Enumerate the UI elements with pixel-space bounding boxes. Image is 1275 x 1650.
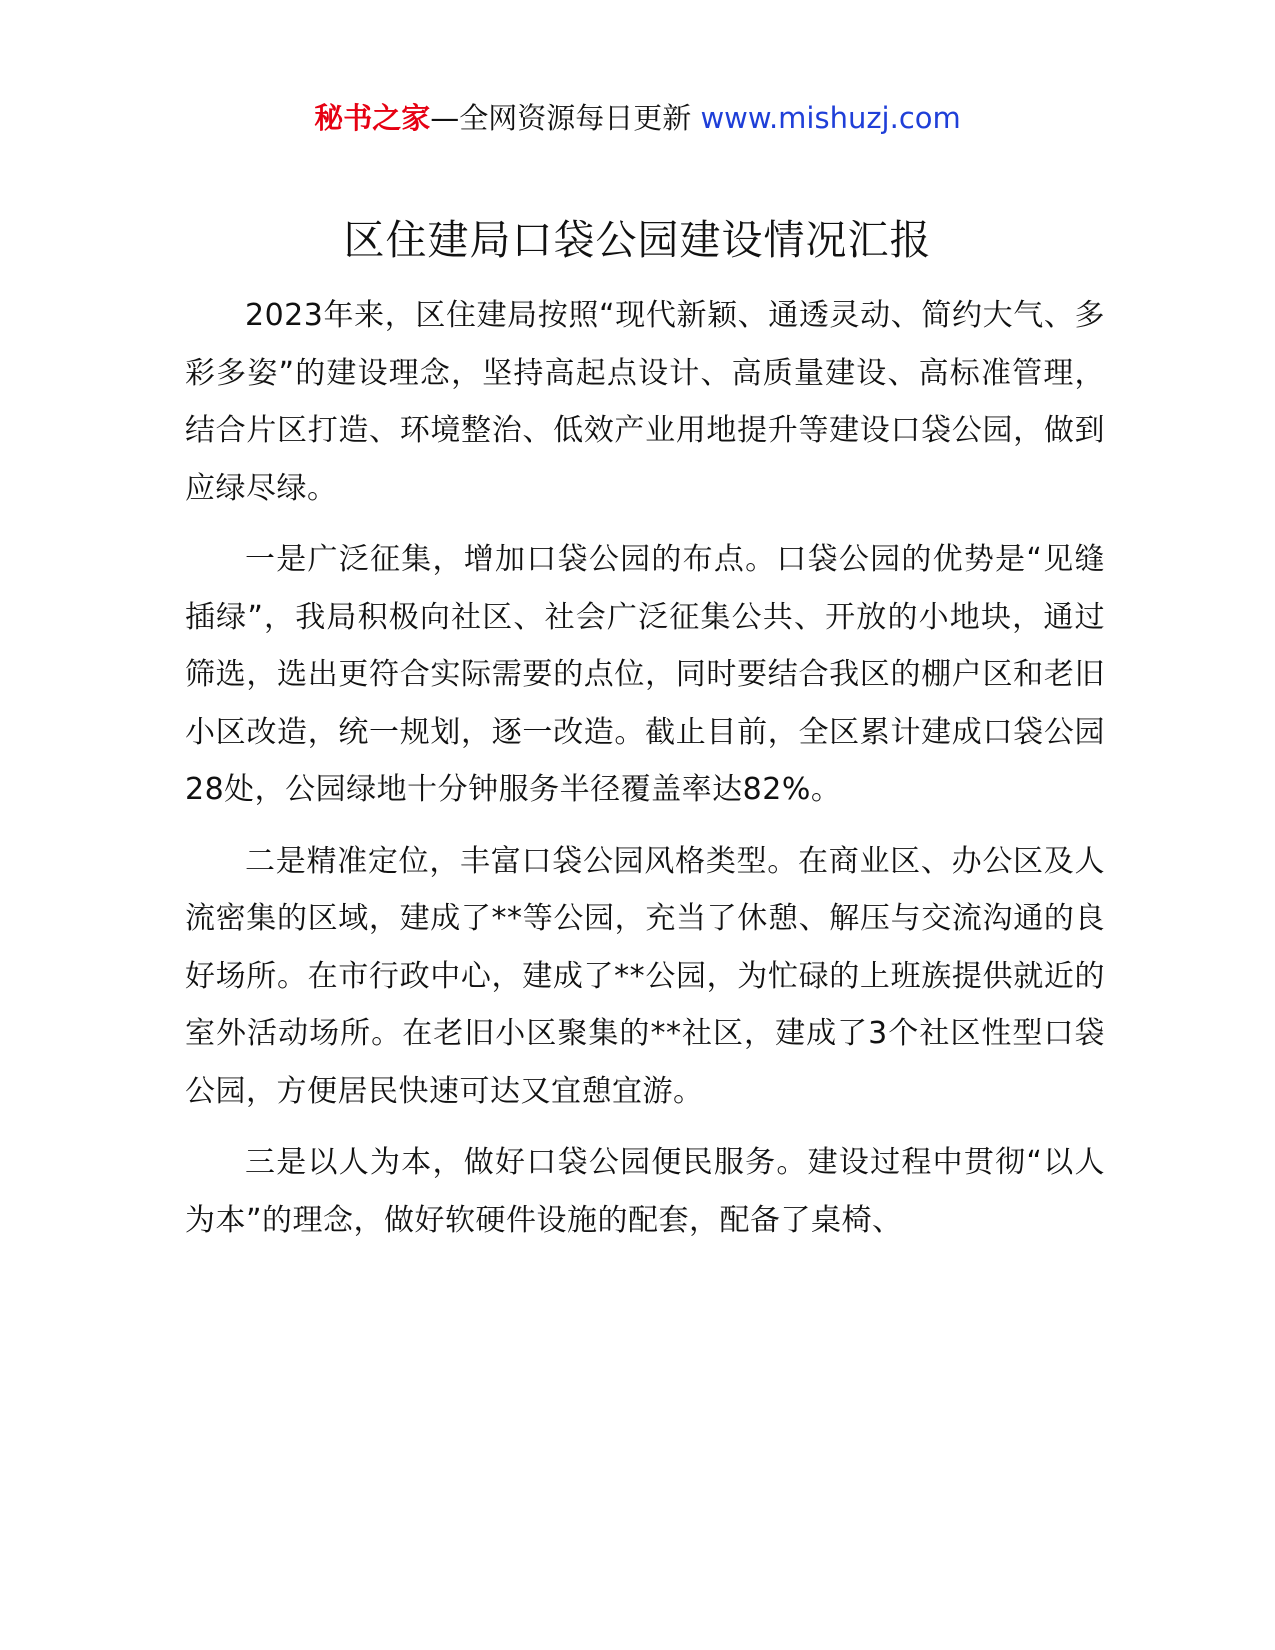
paragraph-point-2: 二是精准定位，丰富口袋公园风格类型。在商业区、办公区及人流密集的区域，建成了**等公园，充当了休憩、解压与交流沟通的良好场所。在市行政中心，建成了**公园，为忙碌的上班族提供就近的室外活动场所。在老旧小区聚集的**社区，建成了3个社区性型口袋公园，方便居民快速可达又宜憩宜游。 xyxy=(185,843,1105,1109)
site-brand: 秘书之家 xyxy=(314,101,431,135)
document-body xyxy=(185,287,1105,1263)
paragraph-point-1: 一是广泛征集，增加口袋公园的布点。口袋公园的优势是“见缝插绿”，我局积极向社区、社会广泛征集公共、开放的小地块，通过筛选，选出更符合实际需要的点位，同时要结合我区的棚户区和老旧小区改造，统一规划，逐一改造。截止目前，全区累计建成口袋公园28处，公园绿地十分钟服务半径覆盖率达82%。 xyxy=(185,542,1105,807)
document-title: 区住建局口袋公园建设情况汇报 xyxy=(343,216,932,264)
site-slogan: —全网资源每日更新 xyxy=(430,101,701,135)
paragraph-intro: 2023年来，区住建局按照“现代新颖、通透灵动、简约大气、多彩多姿”的建设理念，坚持高起点设计、高质量建设、高标准管理，结合片区打造、环境整治、低效产业用地提升等建设口袋公园，做到应绿尽绿。 xyxy=(185,298,1105,506)
paragraph-point-3: 三是以人为本，做好口袋公园便民服务。建设过程中贯彻“以人为本”的理念，做好软硬件设施的配套，配备了桌椅、 xyxy=(185,1145,1105,1238)
site-header xyxy=(0,98,1275,138)
site-url-link[interactable]: www.mishuzj.com xyxy=(700,101,961,135)
